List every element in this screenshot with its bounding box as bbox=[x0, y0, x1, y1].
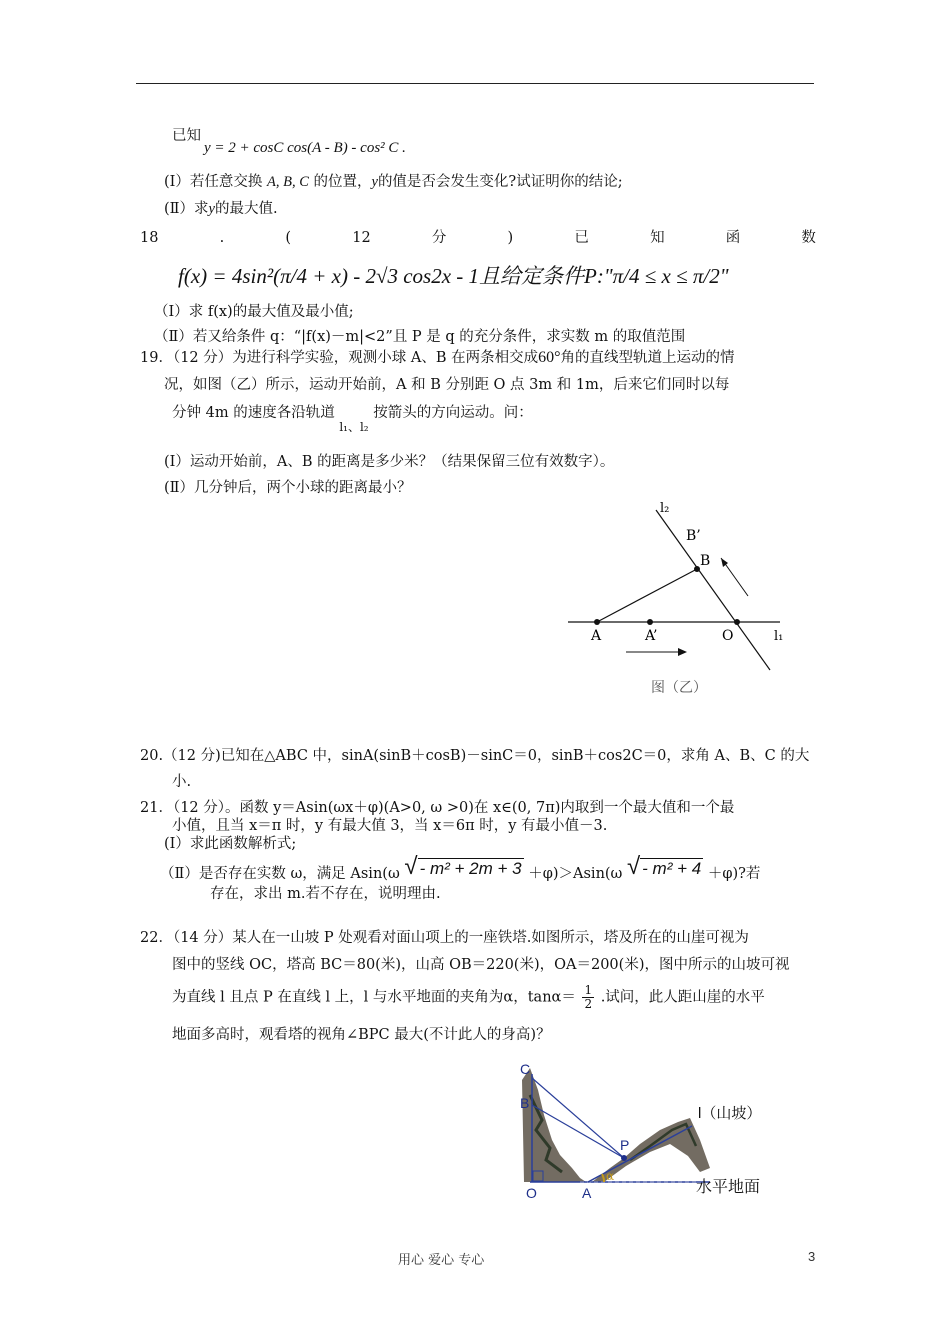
p17-part2-a: (Ⅱ）求 bbox=[164, 201, 209, 217]
p22-line1: 22．（14 分）某人在一山坡 P 处观看对面山项上的一座铁塔.如图所示，塔及所在的山崖可视为 bbox=[140, 930, 749, 946]
p22-line3 bbox=[172, 984, 765, 1011]
label-p: P bbox=[620, 1137, 630, 1153]
p17-part1-y: y bbox=[371, 174, 378, 190]
p19-line1 bbox=[140, 348, 735, 368]
p21-root1 bbox=[404, 853, 523, 880]
p17-part2 bbox=[164, 199, 278, 219]
label-alpha: α bbox=[606, 1169, 615, 1183]
p18-word: ( bbox=[285, 230, 292, 246]
label-o: O bbox=[722, 628, 734, 644]
p21-line2: 小值，且当 x＝π 时，y 有最大值 3，当 x＝6π 时，y 有最小值－3. bbox=[172, 818, 608, 834]
p18-word: 12 bbox=[352, 230, 371, 246]
p21-part2 bbox=[160, 853, 761, 882]
figure-yi bbox=[560, 500, 800, 710]
point-p bbox=[621, 1155, 627, 1161]
label-a: A bbox=[591, 628, 602, 644]
p20-line1: 20.（12 分)已知在△ABC 中，sinA(sinB＋cosB)－sinC＝0，sinB＋cos2C＝0，求角 A、B、C 的大 bbox=[140, 748, 810, 764]
header-rule bbox=[136, 83, 814, 84]
p18-part2: （Ⅱ）若又给条件 q：“|f(x)－m|<2”且 P 是 q 的充分条件，求实数 m 的取值范围 bbox=[154, 329, 686, 345]
p18-word: 函 bbox=[725, 230, 741, 246]
point-a-prime bbox=[647, 619, 653, 625]
slope-line bbox=[588, 1126, 692, 1182]
p17-part2-y: y bbox=[208, 201, 215, 217]
p18-word: 已 bbox=[574, 230, 589, 246]
p18-word: . bbox=[219, 230, 225, 246]
p17-formula: y = 2 + cosC cos(A - B) - cos² C . bbox=[204, 140, 406, 156]
p17-part1-c: 的值是否会发生变化?试证明你的结论; bbox=[377, 174, 623, 190]
p21-root2 bbox=[627, 853, 703, 880]
p19-part2: (Ⅱ）几分钟后，两个小球的距离最小？ bbox=[164, 480, 412, 496]
p17-part1-vars: A, B, C bbox=[267, 174, 309, 190]
p21-line-end: 存在，求出 m.若不存在，说明理由. bbox=[210, 886, 441, 902]
p19-line3-b: 按箭头的方向运动。问： bbox=[373, 405, 533, 421]
label-b-prime: B’ bbox=[686, 528, 701, 544]
p19-part1: (I）运动开始前，A、B 的距离是多少米？（结果保留三位有效数字）。 bbox=[164, 454, 615, 470]
p19-line3 bbox=[172, 403, 533, 434]
p22-line3-a: 为直线 l 且点 P 在直线 l 上，l 与水平地面的夹角为α，tanα＝ bbox=[172, 989, 576, 1006]
p21-part1: (I）求此函数解析式; bbox=[164, 836, 297, 852]
p19-angle: 60° bbox=[538, 349, 561, 366]
p19-line2: 况，如图（乙）所示，运动开始前，A 和 B 分别距 O 点 3m 和 1m，后来它们同时以每 bbox=[164, 377, 730, 393]
p17-given: 已知 bbox=[172, 128, 201, 144]
segment-ab bbox=[597, 569, 697, 622]
track-l2 bbox=[656, 510, 770, 670]
p21-root1-expr: - m² + 2m + 3 bbox=[419, 859, 522, 878]
figure-caption: 图（乙） bbox=[651, 680, 707, 696]
radical-sign: √ bbox=[627, 853, 641, 880]
figure-mountain bbox=[500, 1060, 790, 1210]
p17-part1 bbox=[164, 172, 623, 192]
p19-line1-a: 19．（12 分）为进行科学实验，观测小球 A、B 在两条相交成 bbox=[140, 350, 539, 366]
radical-sign: √ bbox=[404, 853, 418, 880]
p19-line3-a: 分钟 4m 的速度各沿轨道 bbox=[172, 405, 335, 421]
p18-word: 分 bbox=[431, 230, 447, 246]
p17-part1-a: (I）若任意交换 bbox=[164, 174, 263, 190]
p21-part2-b: ＋φ)＞Asin(ω bbox=[528, 866, 623, 882]
label-a: A bbox=[582, 1185, 592, 1201]
label-l2: l₂ bbox=[660, 501, 670, 516]
p22-frac-den: 2 bbox=[584, 997, 593, 1011]
p22-line2: 图中的竖线 OC，塔高 BC＝80(米)，山高 OB＝220(米)，OA＝200(米)，图中所示的山坡可视 bbox=[172, 957, 790, 973]
p21-part2-a: （Ⅱ）是否存在实数 ω，满足 Asin(ω bbox=[160, 866, 400, 882]
p19-tracks: l₁、l₂ bbox=[339, 420, 369, 434]
p18-word: ) bbox=[507, 230, 514, 246]
p22-line3-b: .试问，此人距山崖的水平 bbox=[600, 989, 765, 1006]
label-ground: 水平地面 bbox=[696, 1177, 761, 1196]
label-l: l（山坡） bbox=[698, 1105, 762, 1122]
page-number: 3 bbox=[808, 1249, 816, 1264]
p21-line1: 21．（12 分）。函数 y＝Asin(ωx＋φ)(A>0, ω >0)在 x∈(0, 7π)内取到一个最大值和一个最 bbox=[140, 800, 735, 816]
p17-part1-b: 的位置， bbox=[313, 174, 372, 190]
p21-root2-expr: - m² + 4 bbox=[642, 859, 702, 878]
label-l1: l₁ bbox=[774, 629, 784, 644]
point-a bbox=[594, 619, 600, 625]
p22-frac-num: 1 bbox=[584, 983, 593, 997]
p21-part2-c: ＋φ)?若 bbox=[707, 866, 761, 882]
p18-part1: （Ⅰ）求 f(x)的最大值及最小值; bbox=[154, 304, 354, 320]
p22-fraction bbox=[582, 984, 594, 1011]
p17-part2-b: 的最大值. bbox=[214, 201, 278, 217]
p18-header bbox=[140, 228, 816, 248]
p18-word: 知 bbox=[650, 230, 665, 246]
label-c: C bbox=[520, 1061, 531, 1077]
p19-line1-b: 角的直线型轨道上运动的情 bbox=[560, 350, 735, 366]
label-b: B bbox=[700, 553, 711, 569]
p20-line2: 小. bbox=[172, 774, 192, 790]
arrowhead-l1 bbox=[678, 648, 687, 656]
p18-word: 18 bbox=[140, 230, 159, 246]
footer-text: 用心 爱心 专心 bbox=[398, 1253, 485, 1268]
point-o bbox=[734, 619, 740, 625]
p22-line4: 地面多高时，观看塔的视角∠BPC 最大(不计此人的身高)？ bbox=[172, 1027, 551, 1043]
label-o: O bbox=[526, 1185, 537, 1201]
p18-formula: f(x) = 4sin²(π/4 + x) - 2√3 cos2x - 1且给定条件P:"π/4 ≤ x ≤ π/2" bbox=[178, 264, 729, 288]
label-a-prime: A’ bbox=[645, 628, 658, 644]
p18-word: 数 bbox=[801, 230, 816, 246]
label-b: B bbox=[520, 1095, 530, 1111]
